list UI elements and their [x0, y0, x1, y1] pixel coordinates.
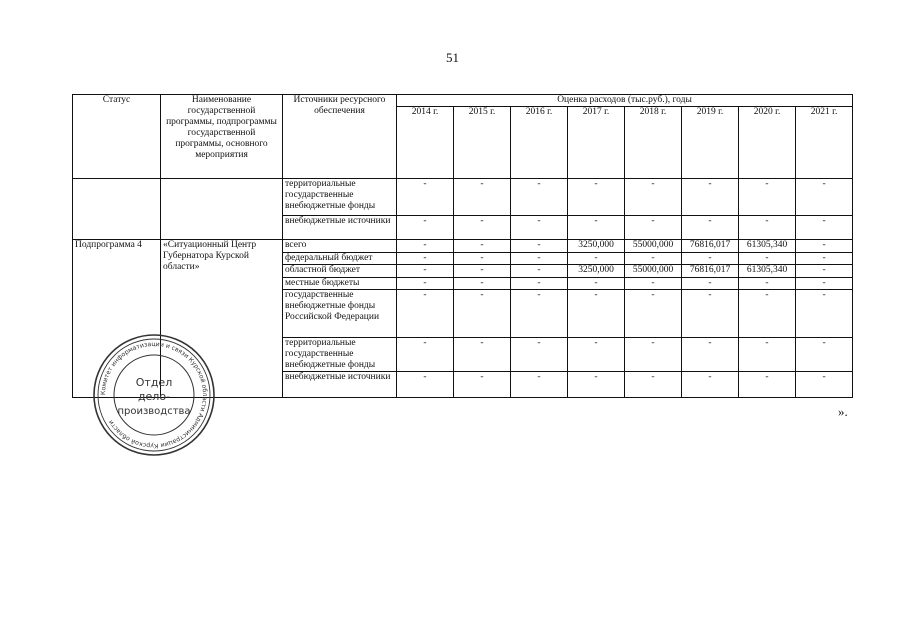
- value-cell: -: [397, 372, 454, 398]
- value-cell: -: [682, 278, 739, 290]
- value-cell: -: [568, 253, 625, 265]
- value-cell: -: [739, 338, 796, 372]
- value-cell: -: [682, 338, 739, 372]
- value-cell: -: [397, 240, 454, 253]
- value-cell: -: [796, 265, 853, 278]
- table-row: [73, 179, 853, 216]
- value-cell: -: [739, 253, 796, 265]
- value-cell: -: [739, 372, 796, 398]
- value-cell: 76816,017: [682, 240, 739, 253]
- value-cell: -: [625, 253, 682, 265]
- table-header: [73, 95, 853, 179]
- value-cell: -: [625, 278, 682, 290]
- value-cell: -: [568, 179, 625, 216]
- office-stamp: [88, 330, 220, 460]
- value-cell: -: [511, 216, 568, 240]
- value-cell: -: [454, 179, 511, 216]
- subprogram-name: «Ситуационный Центр Губернатора Курской области»: [161, 240, 283, 398]
- value-cell: -: [454, 338, 511, 372]
- value-cell: -: [682, 216, 739, 240]
- value-cell: -: [739, 278, 796, 290]
- value-cell: 61305,340: [739, 265, 796, 278]
- header-year-cell: 2015 г.: [454, 107, 511, 179]
- value-cell: 3250,000: [568, 265, 625, 278]
- value-cell: -: [625, 216, 682, 240]
- source-cell: внебюджетные источники: [283, 372, 397, 398]
- continuation-name-cell: [161, 179, 283, 240]
- value-cell: -: [454, 278, 511, 290]
- stamp-line-1: Отдел: [135, 376, 173, 389]
- stamp-line-2: дело-: [137, 390, 171, 403]
- value-cell: -: [796, 290, 853, 338]
- value-cell: -: [397, 253, 454, 265]
- header-year-cell: 2021 г.: [796, 107, 853, 179]
- page-number: 51: [446, 50, 459, 65]
- value-cell: -: [454, 265, 511, 278]
- subprogram-status: Подпрограмма 4: [73, 240, 161, 398]
- source-cell: территориальные государственные внебюджетные фонды: [283, 338, 397, 372]
- value-cell: -: [511, 290, 568, 338]
- value-cell: 76816,017: [682, 265, 739, 278]
- value-cell: -: [454, 290, 511, 338]
- value-cell: -: [454, 240, 511, 253]
- stamp-line-3: производства: [117, 406, 191, 417]
- closing-quote: ».: [838, 404, 848, 419]
- header-name: Наименование государственной программы, подпрограммы государственной программы, основного мероприятия: [161, 95, 283, 179]
- value-cell: -: [568, 290, 625, 338]
- value-cell: -: [682, 179, 739, 216]
- value-cell: -: [796, 179, 853, 216]
- value-cell: -: [739, 290, 796, 338]
- header-year-cell: 2019 г.: [682, 107, 739, 179]
- stamp-ring-text: Комитет информатизации и связи Курской области Администрации Курской области: [99, 340, 209, 450]
- value-cell: -: [511, 278, 568, 290]
- source-cell: государственные внебюджетные фонды Российской Федерации: [283, 290, 397, 338]
- value-cell: -: [511, 179, 568, 216]
- value-cell: -: [397, 265, 454, 278]
- value-cell: -: [625, 179, 682, 216]
- header-year-cell: 2020 г.: [739, 107, 796, 179]
- value-cell: -: [739, 179, 796, 216]
- value-cell: -: [796, 253, 853, 265]
- value-cell: -: [796, 216, 853, 240]
- header-year-cell: 2018 г.: [625, 107, 682, 179]
- source-cell: федеральный бюджет: [283, 253, 397, 265]
- value-cell: -: [682, 290, 739, 338]
- value-cell: -: [625, 338, 682, 372]
- value-cell: -: [454, 216, 511, 240]
- source-cell: внебюджетные источники: [283, 216, 397, 240]
- continuation-status-cell: [73, 179, 161, 240]
- value-cell: -: [568, 216, 625, 240]
- value-cell: -: [397, 216, 454, 240]
- value-cell: -: [511, 240, 568, 253]
- value-cell: -: [625, 290, 682, 338]
- source-cell: местные бюджеты: [283, 278, 397, 290]
- value-cell: 55000,000: [625, 240, 682, 253]
- value-cell: 61305,340: [739, 240, 796, 253]
- value-cell: -: [568, 338, 625, 372]
- value-cell: -: [397, 179, 454, 216]
- value-cell: -: [739, 216, 796, 240]
- value-cell: -: [397, 338, 454, 372]
- value-cell: -: [796, 240, 853, 253]
- header-estimate: Оценка расходов (тыс.руб.), годы: [397, 95, 853, 107]
- value-cell: -: [682, 253, 739, 265]
- header-year-cell: 2017 г.: [568, 107, 625, 179]
- value-cell: -: [454, 372, 511, 398]
- value-cell: -: [511, 372, 568, 398]
- value-cell: -: [625, 372, 682, 398]
- source-cell: территориальные государственные внебюджетные фонды: [283, 179, 397, 216]
- table-row: [73, 240, 853, 253]
- value-cell: -: [397, 278, 454, 290]
- value-cell: -: [796, 372, 853, 398]
- value-cell: -: [568, 278, 625, 290]
- header-year-cell: 2014 г.: [397, 107, 454, 179]
- value-cell: -: [796, 278, 853, 290]
- value-cell: -: [568, 372, 625, 398]
- value-cell: -: [796, 338, 853, 372]
- value-cell: -: [454, 253, 511, 265]
- value-cell: -: [682, 372, 739, 398]
- header-status: Статус: [73, 95, 161, 179]
- source-cell: областной бюджет: [283, 265, 397, 278]
- header-sources: Источники ресурсного обеспечения: [283, 95, 397, 179]
- source-cell: всего: [283, 240, 397, 253]
- value-cell: 3250,000: [568, 240, 625, 253]
- value-cell: -: [511, 338, 568, 372]
- header-year-cell: 2016 г.: [511, 107, 568, 179]
- value-cell: 55000,000: [625, 265, 682, 278]
- value-cell: -: [511, 265, 568, 278]
- value-cell: -: [511, 253, 568, 265]
- value-cell: -: [397, 290, 454, 338]
